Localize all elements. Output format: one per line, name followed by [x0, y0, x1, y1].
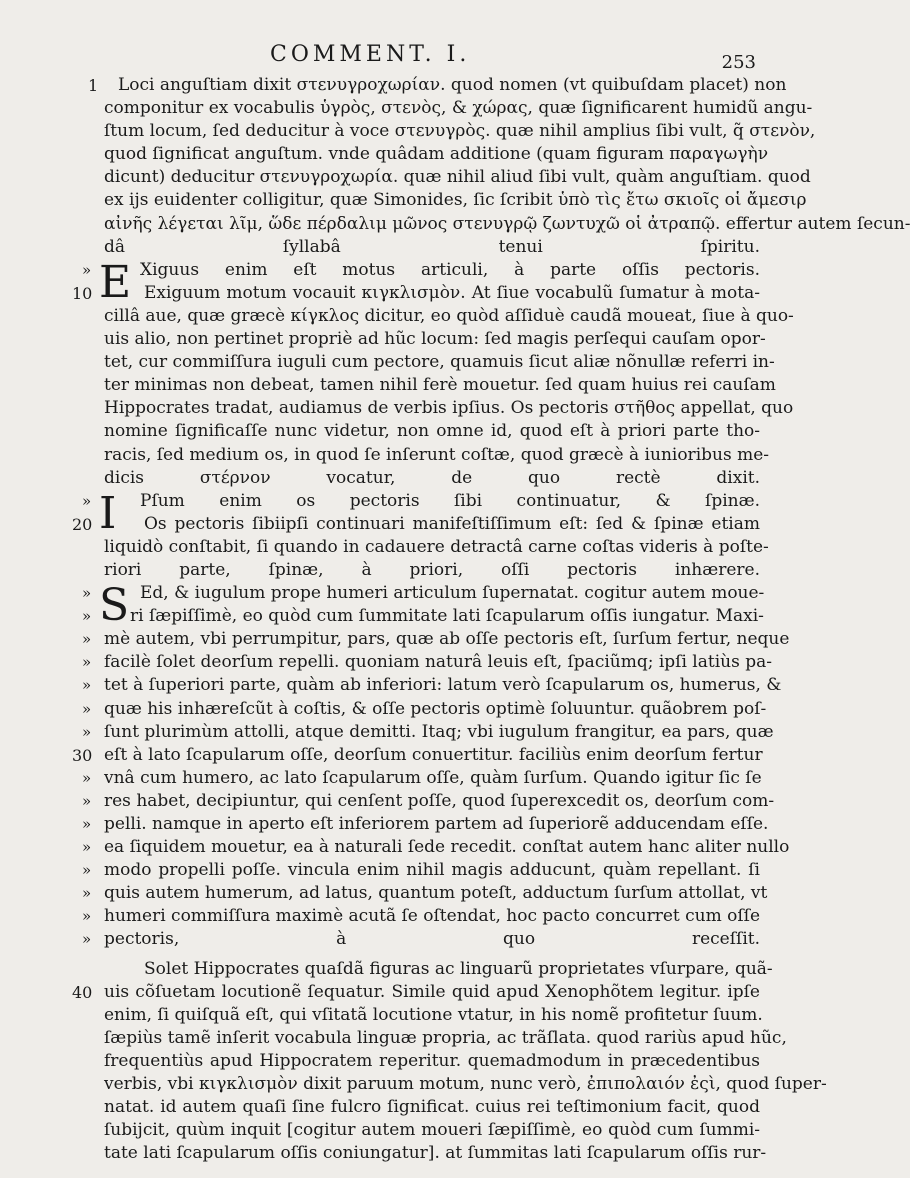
- text-line: [0, 1073, 827, 1096]
- quotation-mark: »: [82, 260, 92, 279]
- text-line: [0, 836, 800, 859]
- line-text: enim, ſi quiſquã eſt, qui vſitatã locutione vtatur, in his nomẽ profitetur ſuum.: [104, 1004, 763, 1025]
- line-text: ſunt plurimùm attolli, atque demitti. Itaq; vbi iugulum frangitur, ea pars, quæ: [104, 721, 774, 742]
- line-text: vnâ cum humero, ac lato ſcapularum oſſe, quàm ſurſum. Quando igitur ſic ſe: [104, 767, 762, 788]
- text-line: [0, 859, 800, 882]
- line-text: cillâ aue, quæ græcè κίγκλος dicitur, eo quòd aſſiduè caudã moueat, ſiue à quo-: [104, 305, 794, 326]
- text-line: [0, 674, 800, 697]
- quotation-mark: »: [82, 607, 92, 626]
- line-text: Loci anguſtiam dixit στενυγροχωρίαν. quod nomen (vt quibuſdam placet) non: [118, 75, 787, 95]
- line-text: ſæpiùs tamẽ inſerit vocabula linguæ propria, ac trãſlata. quod rariùs apud hũc,: [104, 1027, 787, 1048]
- line-number: 1: [88, 76, 99, 95]
- line-text: uis alio, non pertinet propriè ad hũc locum: ſed magis perſequi cauſam opor-: [104, 329, 766, 350]
- text-line: [0, 189, 807, 212]
- text-line: [0, 1004, 800, 1027]
- quotation-mark: »: [82, 861, 92, 880]
- quotation-mark: »: [82, 838, 92, 857]
- line-text: pectoris, à quo receſſit.: [104, 929, 760, 950]
- text-line: [0, 651, 800, 674]
- text-line: [0, 882, 800, 905]
- line-text: αἰνῆς λέγεται λῖμ, ὥδε πέρδαλιμ μῶνος στενυγρῷ ζωντυχῶ οἱ ἀτραπῷ. effertur autem ſecun-: [104, 213, 910, 234]
- text-line: [0, 120, 816, 143]
- text-line: [0, 444, 800, 467]
- text-line: [0, 536, 800, 559]
- line-text: quæ his inhæreſcũt à coſtis, & oſſe pectoris optimè ſoluuntur. quãobrem poſ-: [104, 698, 767, 719]
- line-number: 40: [72, 982, 93, 1002]
- line-text: racis, ſed medium os, in quod ſe inſerunt coſtæ, quod græcè à iunioribus me-: [104, 444, 770, 465]
- text-line: [0, 374, 800, 397]
- line-text: Pſum enim os pectoris ſibi continuatur, & ſpinæ.: [140, 490, 760, 511]
- line-text: humeri commiſſura maximè acutã ſe oſtendat, hoc pacto concurret cum oſſe: [104, 906, 761, 927]
- line-number: 30: [72, 745, 93, 765]
- text-line: [0, 74, 800, 97]
- line-text: modo propelli poſſe. vincula enim nihil magis adducunt, quàm repellant. ſi: [104, 860, 760, 881]
- running-title: COMMENT. I.: [270, 42, 471, 67]
- line-text: quis autem humerum, ad latus, quantum poteſt, adductum ſurſum attollat, vt: [104, 883, 768, 904]
- line-text: verbis, vbi κιγκλισμὸν dixit paruum motum, nunc verò, ἐπιπολαιόν ἐςὶ, quod ſuper-: [104, 1074, 827, 1095]
- text-line: [0, 790, 800, 813]
- text-line: [0, 767, 800, 790]
- line-text: ri ſæpiſſimè, eo quòd cum ſummitate lati ſcapularum oſſis iungatur. Maxi-: [130, 606, 764, 627]
- line-text: tate lati ſcapularum oſſis coniungatur]. at ſummitas lati ſcapularum oſſis rur-: [104, 1143, 767, 1164]
- line-text: componitur ex vocabulis ὑγρὸς, στενὸς, & χώρας, quæ ſignificarent humidũ angu-: [104, 98, 813, 119]
- line-text: mè autem, vbi perrumpitur, pars, quæ ab oſſe pectoris eſt, ſurſum fertur, neque: [104, 629, 790, 650]
- drop-cap: E: [99, 256, 132, 308]
- quotation-mark: »: [82, 699, 92, 718]
- line-text: Exiguum motum vocauit κιγκλισμὸν. At ſiue vocabulũ ſumatur à mota-: [144, 282, 760, 303]
- text-line: [0, 981, 800, 1004]
- quotation-mark: »: [82, 653, 92, 672]
- line-text: tet, cur commiſſura iuguli cum pectore, quamuis ſicut aliæ nõnullæ referri in-: [104, 352, 775, 373]
- text-line: [0, 166, 811, 189]
- line-text: Solet Hippocrates quaſdã figuras ac linguarũ proprietates vſurpare, quã-: [144, 958, 773, 979]
- line-text: ea ſiquidem mouetur, ea à naturali ſede recedit. conſtat autem hanc aliter nullo: [104, 837, 790, 858]
- text-line: [0, 282, 800, 305]
- line-text: ſtum locum, ſed deducitur à voce στενυγρὸς. quæ nihil amplius ſibi vult, q̃ στενὸν,: [104, 121, 816, 142]
- text-line: [0, 1050, 800, 1073]
- text-line: [0, 928, 800, 951]
- text-line: [0, 328, 800, 351]
- drop-cap: S: [99, 580, 130, 632]
- quotation-mark: »: [82, 491, 92, 510]
- line-text: ter minimas non debeat, tamen nihil ferè mouetur. ſed quam huius rei cauſam: [104, 375, 776, 396]
- line-text: natat. id autem quaſi ſine fulcro ſignificat. cuius rei teſtimonium facit, quod: [104, 1097, 760, 1118]
- line-text: pelli. namque in aperto eſt inferiorem partem ad ſuperiorẽ adducendam eſſe.: [104, 814, 769, 834]
- text-line: [0, 958, 800, 981]
- quotation-mark: »: [82, 584, 92, 603]
- text-line: [0, 213, 910, 236]
- line-text: Hippocrates tradat, audiamus de verbis ipſius. Os pectoris στῆθος appellat, quo: [104, 398, 794, 419]
- text-line: [0, 97, 813, 120]
- text-line: [0, 905, 800, 928]
- text-line: [0, 351, 800, 374]
- text-line: [0, 143, 800, 166]
- line-text: ex ijs euidenter colligitur, quæ Simonides, ſic ſcribit ὑπὸ τὶς ἔτω σκιοῖς οἱ ἄμεσιρ: [104, 190, 807, 211]
- text-line: [0, 698, 800, 721]
- line-number: 10: [72, 283, 93, 303]
- line-text: Os pectoris ſibiipſi continuari manifeſtiſſimum eſt: ſed & ſpinæ etiam: [144, 513, 760, 534]
- line-text: dâ ſyllabâ tenui ſpiritu.: [104, 236, 760, 257]
- text-line: [0, 559, 800, 582]
- line-text: facilè ſolet deorſum repelli. quoniam naturâ leuis eſt, ſpaciũmq; ipſi latiùs pa-: [104, 652, 772, 673]
- quotation-mark: »: [82, 815, 92, 833]
- line-number: 20: [72, 514, 93, 534]
- text-line: [0, 467, 800, 490]
- quotation-mark: »: [82, 722, 92, 741]
- quotation-mark: »: [82, 791, 92, 810]
- line-text: Ed, & iugulum prope humeri articulum ſupernatat. cogitur autem moue-: [140, 583, 765, 604]
- text-body: [0, 74, 910, 1165]
- line-text: dicunt) deducitur στενυγροχωρία. quæ nihil aliud ſibi vult, quàm anguſtiam. quod: [104, 167, 811, 188]
- text-line: [0, 1096, 800, 1119]
- line-text: res habet, decipiuntur, qui cenſent poſſe, quod ſuperexcedit os, deorſum com-: [104, 790, 775, 811]
- line-text: uis cõſuetam locutionẽ ſequatur. Simile quid apud Xenophõtem legitur. ipſe: [104, 981, 760, 1002]
- quotation-mark: »: [82, 884, 92, 903]
- text-line: [0, 305, 800, 328]
- text-line: [0, 1142, 800, 1165]
- text-line: [0, 236, 800, 259]
- text-line: [0, 513, 800, 536]
- text-line: [0, 813, 800, 836]
- line-text: quod ſignificat anguſtum. vnde quâdam additione (quam figuram παραγωγὴν: [104, 144, 769, 165]
- quotation-mark: »: [82, 930, 92, 949]
- page-number: 253: [721, 52, 756, 73]
- text-line: [0, 1119, 800, 1142]
- text-line: [0, 1027, 800, 1050]
- line-text: riori parte, ſpinæ, à priori, oſſi pectoris inhærere.: [104, 559, 760, 580]
- line-text: eſt à lato ſcapularum oſſe, deorſum conuertitur. faciliùs enim deorſum fertur: [104, 744, 763, 765]
- line-text: ſubijcit, quùm inquit [cogitur autem moueri ſæpiſſimè, eo quòd cum ſummi-: [104, 1120, 760, 1141]
- line-text: Xiguus enim eſt motus articuli, à parte oſſis pectoris.: [140, 259, 760, 280]
- quotation-mark: »: [82, 630, 92, 649]
- running-head: [0, 30, 800, 73]
- quotation-mark: »: [82, 907, 92, 926]
- text-line: [0, 397, 800, 420]
- quotation-mark: »: [82, 768, 92, 787]
- line-text: liquidò conſtabit, ſi quando in cadauere detractâ carne coſtas videris à poſte-: [104, 536, 769, 557]
- line-text: dicis στέρνον vocatur, de quo rectè dixit.: [104, 467, 760, 488]
- line-text: nomine ſignificaſſe nunc videtur, non omne id, quod eſt à priori parte tho-: [104, 421, 760, 442]
- text-line: [0, 744, 800, 767]
- line-text: frequentiùs apud Hippocratem reperitur. quemadmodum in præcedentibus: [104, 1050, 760, 1071]
- drop-cap: I: [99, 487, 117, 539]
- text-line: [0, 605, 800, 628]
- line-text: tet à ſuperiori parte, quàm ab inferiori: latum verò ſcapularum os, humerus, &: [104, 675, 782, 696]
- quotation-mark: »: [82, 676, 92, 695]
- text-line: [0, 420, 800, 443]
- text-line: [0, 628, 800, 651]
- text-line: [0, 721, 800, 744]
